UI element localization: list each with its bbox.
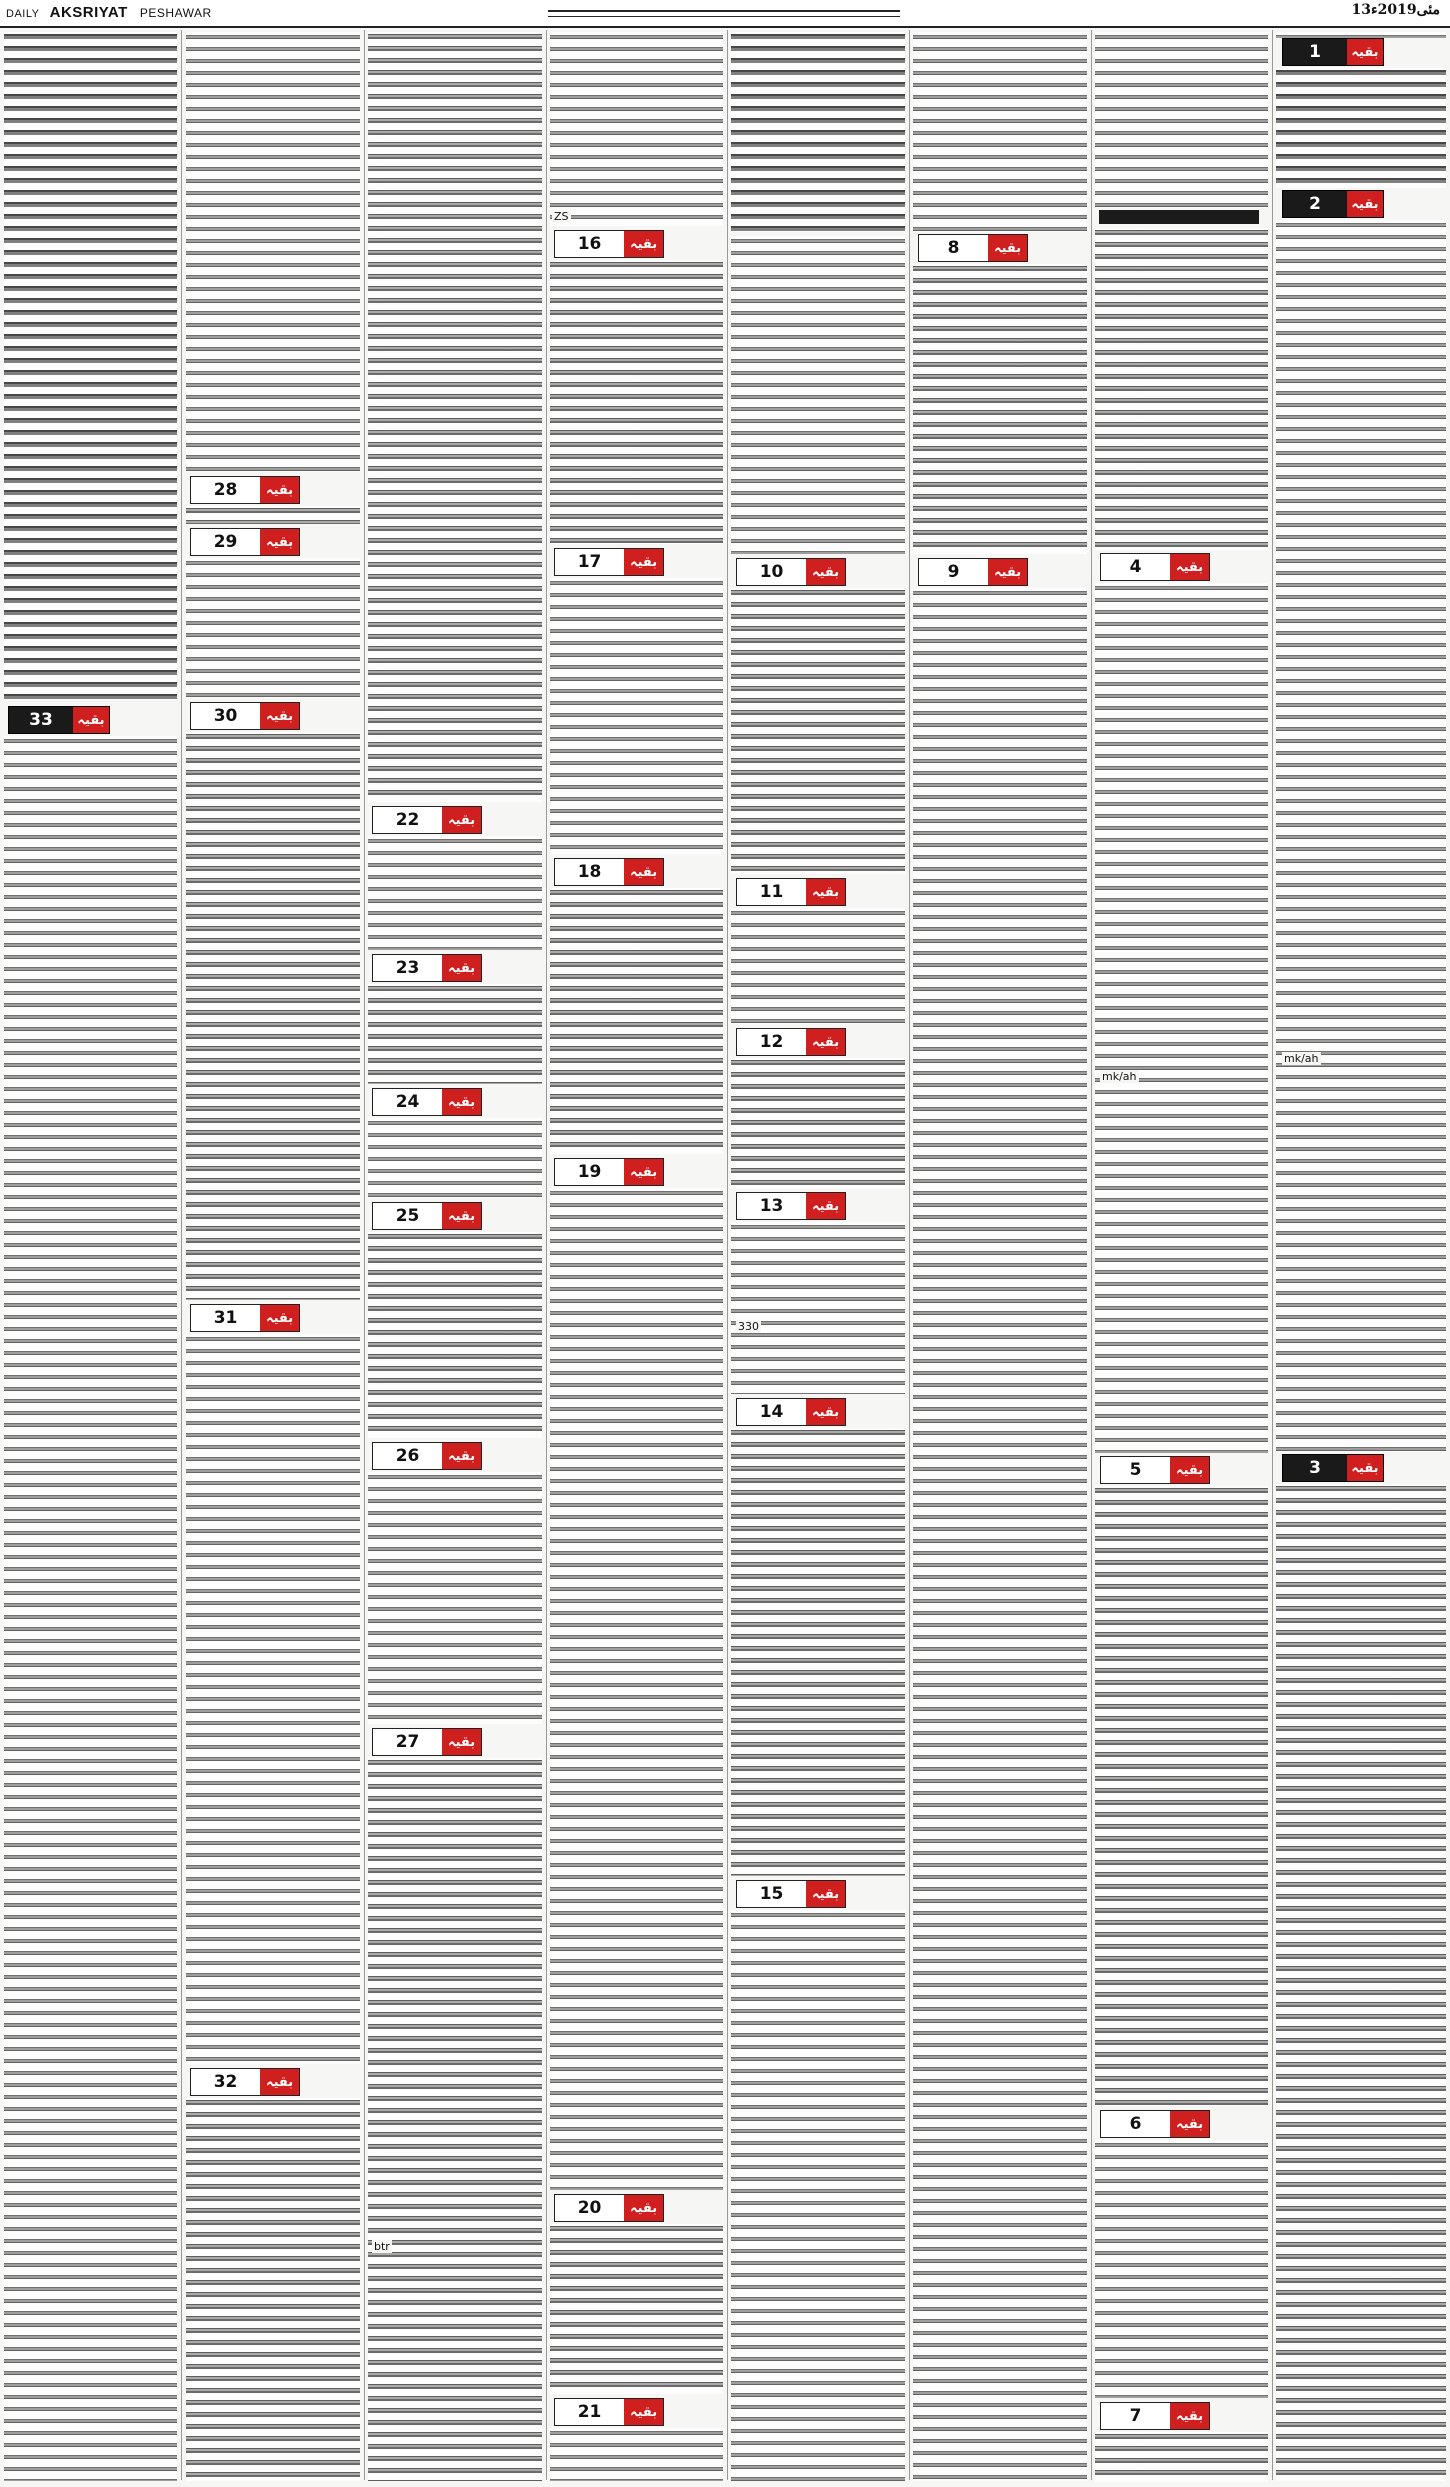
article-text — [731, 588, 905, 874]
section-number: 29 — [191, 529, 260, 555]
column-divider — [1091, 30, 1092, 2480]
section-word: بقیہ — [624, 549, 663, 575]
article-text — [550, 2224, 723, 2394]
section-number: 11 — [737, 879, 806, 905]
section-number: 26 — [373, 1443, 442, 1469]
section-word: بقیہ — [806, 879, 845, 905]
section-word: بقیہ — [988, 559, 1027, 585]
section-label-30 — [190, 702, 300, 730]
section-label-11 — [736, 878, 846, 906]
section-label-19 — [554, 1158, 664, 1186]
article-text — [368, 1232, 542, 1438]
article-text — [731, 236, 905, 554]
section-word: بقیہ — [260, 529, 299, 555]
section-label-26 — [372, 1442, 482, 1470]
article-text — [368, 1472, 542, 1724]
section-word: بقیہ — [1170, 554, 1209, 580]
section-word: بقیہ — [1347, 191, 1383, 217]
article-text — [368, 836, 542, 950]
article-text — [550, 260, 723, 544]
section-number: 22 — [373, 807, 442, 833]
article-text — [1276, 220, 1446, 1452]
article-text — [550, 32, 723, 226]
section-label-10 — [736, 558, 846, 586]
section-number: 30 — [191, 703, 260, 729]
section-word: بقیہ — [442, 1729, 481, 1755]
section-label-6 — [1100, 2110, 1210, 2138]
section-number: 24 — [373, 1089, 442, 1115]
article-text — [913, 588, 1087, 2481]
section-number: 23 — [373, 955, 442, 981]
section-word: بقیہ — [442, 1443, 481, 1469]
article-text — [186, 2098, 360, 2481]
section-label-4 — [1100, 553, 1210, 581]
section-number: 6 — [1101, 2111, 1170, 2137]
section-label-27 — [372, 1728, 482, 1756]
section-word: بقیہ — [988, 235, 1027, 261]
article-text — [1095, 228, 1268, 550]
inline-token: 330 — [738, 1320, 759, 1333]
article-text — [550, 2428, 723, 2481]
section-label-13 — [736, 1192, 846, 1220]
article-text — [913, 264, 1087, 554]
inline-token: btr — [374, 2240, 390, 2253]
city-name: PESHAWAR — [139, 6, 212, 20]
section-number: 9 — [919, 559, 988, 585]
publication-name — [6, 4, 212, 21]
section-word: بقیہ — [806, 1029, 845, 1055]
section-label-14 — [736, 1398, 846, 1426]
section-label-16 — [554, 230, 664, 258]
section-number: 10 — [737, 559, 806, 585]
section-word: بقیہ — [260, 477, 299, 503]
section-word: بقیہ — [624, 859, 663, 885]
inline-token: mk/ah — [1102, 1070, 1137, 1083]
section-word: بقیہ — [73, 707, 109, 733]
article-text — [4, 736, 177, 2481]
article-text — [1276, 1484, 1446, 2481]
column-divider — [546, 30, 547, 2480]
section-number: 8 — [919, 235, 988, 261]
section-word: بقیہ — [442, 1203, 481, 1229]
brand-name: AKSRIYAT — [49, 4, 128, 21]
daily-label: DAILY — [6, 8, 40, 20]
article-text — [368, 1118, 542, 1198]
inline-token: ZS — [554, 210, 569, 223]
section-number: 7 — [1101, 2403, 1170, 2429]
section-number: 32 — [191, 2069, 260, 2095]
section-word: بقیہ — [1347, 39, 1383, 65]
masthead — [0, 0, 1450, 28]
section-number: 2 — [1283, 191, 1347, 217]
section-label-5 — [1100, 1456, 1210, 1484]
article-text — [368, 984, 542, 1084]
section-word: بقیہ — [260, 1305, 299, 1331]
section-label-15 — [736, 1880, 846, 1908]
masthead-rule — [548, 10, 900, 17]
section-number: 25 — [373, 1203, 442, 1229]
article-text — [1095, 32, 1268, 208]
section-label-7 — [1100, 2402, 1210, 2430]
column-divider — [727, 30, 728, 2480]
section-number: 27 — [373, 1729, 442, 1755]
article-text — [186, 506, 360, 524]
article-text — [186, 558, 360, 698]
section-word: بقیہ — [806, 1193, 845, 1219]
section-word: بقیہ — [624, 2399, 663, 2425]
section-word: بقیہ — [806, 559, 845, 585]
column-divider — [909, 30, 910, 2480]
section-number: 18 — [555, 859, 624, 885]
section-word: بقیہ — [1347, 1455, 1383, 1481]
article-text — [4, 32, 177, 700]
article-text — [186, 1334, 360, 2064]
section-word: بقیہ — [442, 955, 481, 981]
section-number: 3 — [1283, 1455, 1347, 1481]
article-text — [731, 908, 905, 1024]
section-label-31 — [190, 1304, 300, 1332]
article-text — [368, 1758, 542, 2481]
column-divider — [181, 30, 182, 2480]
section-word: بقیہ — [1170, 2111, 1209, 2137]
article-text — [1095, 2432, 1268, 2482]
subheadline — [1099, 210, 1259, 224]
section-word: بقیہ — [1170, 2403, 1209, 2429]
article-text — [550, 578, 723, 854]
section-word: بقیہ — [624, 2195, 663, 2221]
section-number: 5 — [1101, 1457, 1170, 1483]
article-text — [731, 32, 905, 232]
section-number: 13 — [737, 1193, 806, 1219]
section-label-32 — [190, 2068, 300, 2096]
section-label-33 — [8, 706, 110, 734]
section-number: 1 — [1283, 39, 1347, 65]
section-label-28 — [190, 476, 300, 504]
article-text — [550, 1188, 723, 2190]
section-word: بقیہ — [624, 231, 663, 257]
section-number: 17 — [555, 549, 624, 575]
section-number: 33 — [9, 707, 73, 733]
section-number: 16 — [555, 231, 624, 257]
column-divider — [364, 30, 365, 2480]
column-divider — [1272, 30, 1273, 2480]
section-number: 20 — [555, 2195, 624, 2221]
article-text — [186, 32, 360, 472]
section-number: 21 — [555, 2399, 624, 2425]
section-label-18 — [554, 858, 664, 886]
article-text — [731, 1428, 905, 1876]
section-number: 15 — [737, 1881, 806, 1907]
article-text — [186, 732, 360, 1300]
section-word: بقیہ — [260, 2069, 299, 2095]
section-label-8 — [918, 234, 1028, 262]
section-number: 12 — [737, 1029, 806, 1055]
article-text — [913, 32, 1087, 232]
section-word: بقیہ — [624, 1159, 663, 1185]
section-word: بقیہ — [260, 703, 299, 729]
article-text — [1276, 68, 1446, 188]
section-label-9 — [918, 558, 1028, 586]
section-label-2 — [1282, 190, 1384, 218]
section-number: 28 — [191, 477, 260, 503]
section-label-21 — [554, 2398, 664, 2426]
section-label-1 — [1282, 38, 1384, 66]
section-word: بقیہ — [1170, 1457, 1209, 1483]
article-text — [731, 1910, 905, 2481]
section-word: بقیہ — [806, 1399, 845, 1425]
article-text — [731, 1058, 905, 1188]
issue-date: 13مئی2019ء — [1351, 2, 1440, 18]
section-word: بقیہ — [806, 1881, 845, 1907]
inline-token: mk/ah — [1284, 1052, 1319, 1065]
section-word: بقیہ — [442, 1089, 481, 1115]
section-label-23 — [372, 954, 482, 982]
section-label-12 — [736, 1028, 846, 1056]
section-number: 14 — [737, 1399, 806, 1425]
section-number: 19 — [555, 1159, 624, 1185]
section-number: 31 — [191, 1305, 260, 1331]
section-word: بقیہ — [442, 807, 481, 833]
section-label-17 — [554, 548, 664, 576]
article-text — [550, 888, 723, 1154]
article-text — [1095, 583, 1268, 1453]
article-text — [1095, 2140, 1268, 2398]
section-label-24 — [372, 1088, 482, 1116]
article-text — [731, 1222, 905, 1394]
section-label-25 — [372, 1202, 482, 1230]
section-label-22 — [372, 806, 482, 834]
section-number: 4 — [1101, 554, 1170, 580]
article-text — [1095, 1486, 1268, 2106]
section-label-3 — [1282, 1454, 1384, 1482]
section-label-20 — [554, 2194, 664, 2222]
article-text — [368, 32, 542, 802]
section-label-29 — [190, 528, 300, 556]
